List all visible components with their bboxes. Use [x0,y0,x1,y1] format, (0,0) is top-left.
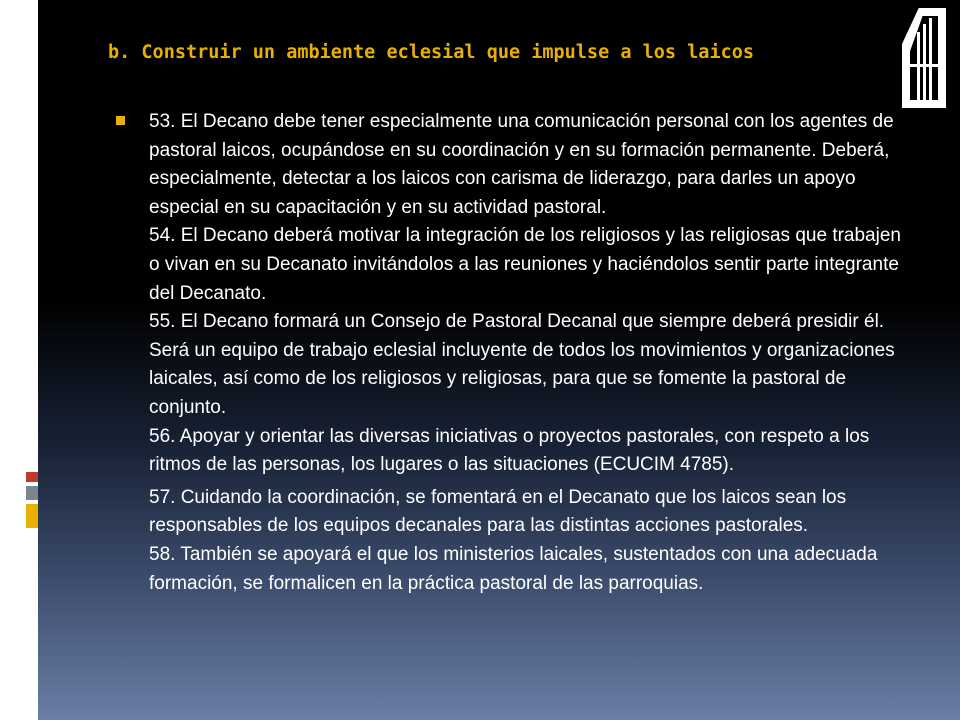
paragraph-56: 56. Apoyar y orientar las diversas iniciativas o proyectos pastorales, con respeto a los ritmos de las personas, los lugares o las situaciones (ECUCIM 4785). [149,425,870,476]
paragraph-55: 55. El Decano formará un Consejo de Pastoral Decanal que siempre deberá presidir él. Será un equipo de trabajo eclesial incluyente de todos los movimientos y organizaciones laicales, así como de los religiosos y religiosas, para que se fomente la pastoral de conjunto. [149,311,895,418]
corner-decoration-bar [910,64,938,67]
corner-decoration-bar [929,18,932,100]
accent-gray-block [26,486,38,500]
paragraph-54: 54. El Decano deberá motivar la integración de los religiosos y las religiosas que trabajen o vivan en su Decanato invitándolos a las reuniones y haciéndolos sentir parte integrante del Decanato. [149,225,901,304]
corner-decoration-bar [923,24,926,100]
bullet-square-icon [116,116,125,125]
accent-yellow-block [26,504,38,528]
paragraph-57: 57. Cuidando la coordinación, se fomentará en el Decanato que los laicos sean los responsables de los equipos decanales para las distintas acciones pastorales. [149,486,847,537]
slide-title: b. Construir un ambiente eclesial que impulse a los laicos [108,42,755,63]
paragraph-58: 58. También se apoyará el que los ministerios laicales, sustentados con una adecuada formación, se formalicen en la práctica pastoral de las parroquias. [149,543,878,594]
paragraph-53: 53. El Decano debe tener especialmente una comunicación personal con los agentes de pastoral laicos, ocupándose en su coordinación y en su formación permanente. Deberá, especialmente, detectar a los laicos con carisma de liderazgo, para darles un apoyo especial en su capacitación y en su actividad pastoral. [149,111,894,218]
accent-red-block [26,472,38,482]
bullet-content [149,108,909,598]
